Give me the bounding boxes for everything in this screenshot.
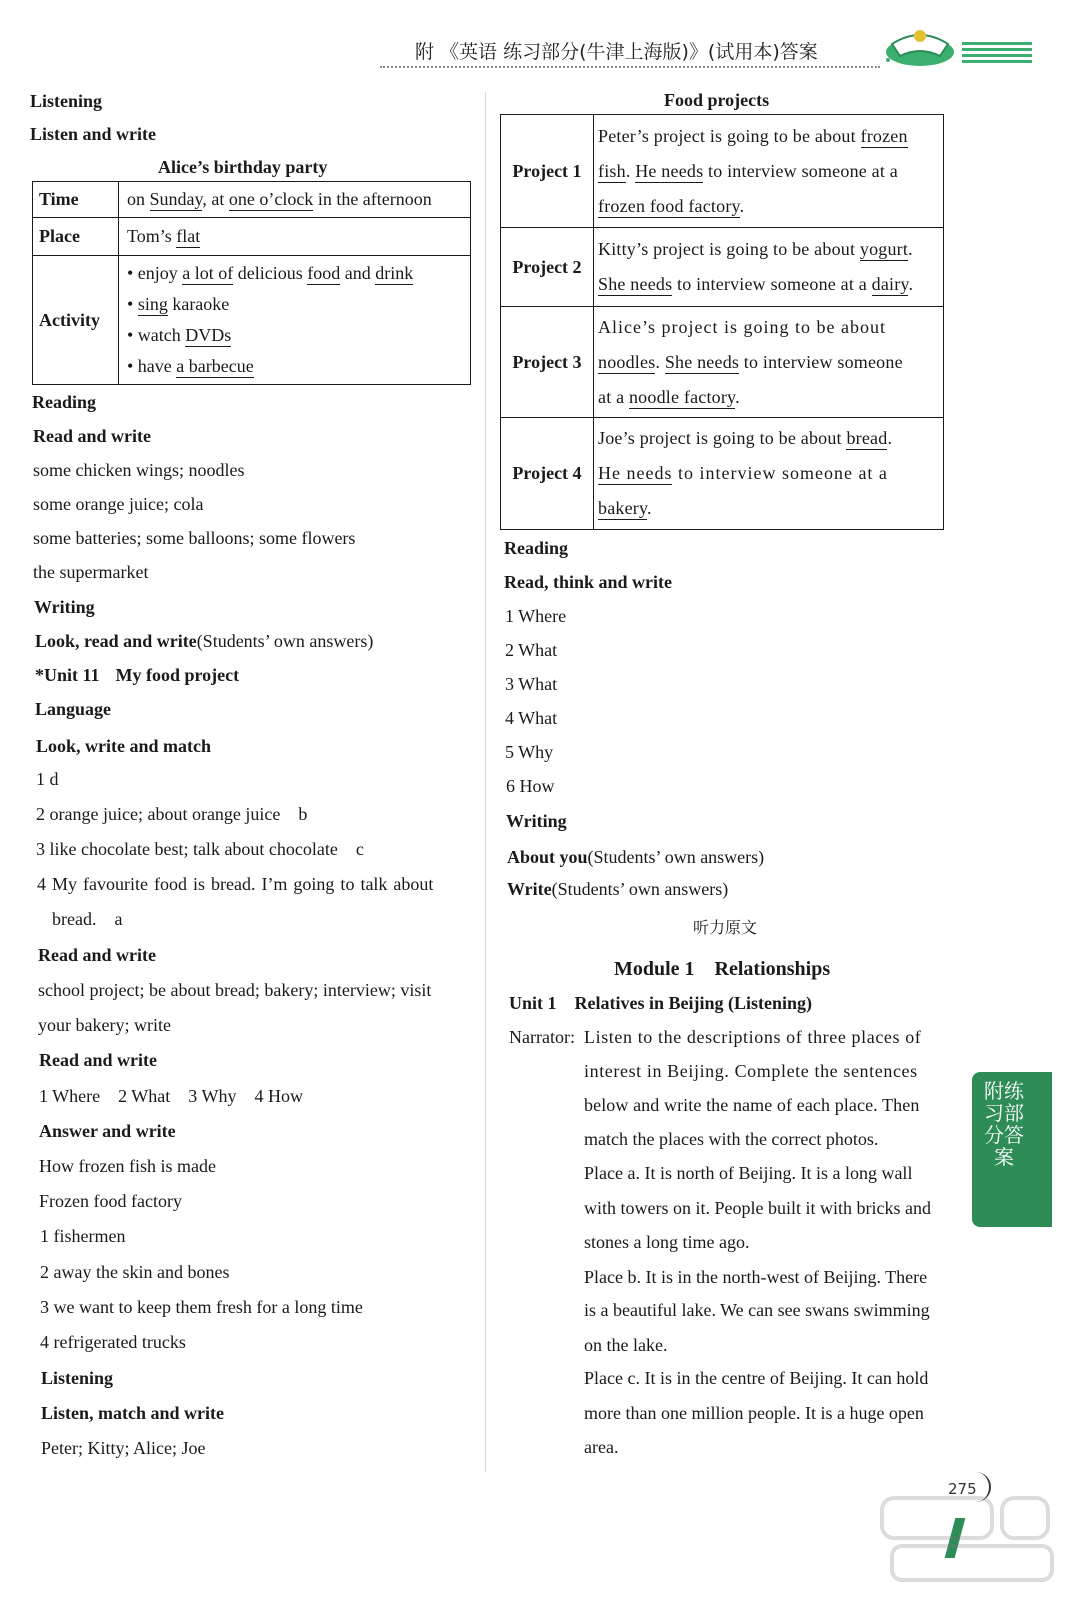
answer-line: 4 What (505, 708, 558, 728)
table-row (501, 418, 944, 530)
side-tab-label: 附练习部分答案 (984, 1079, 1024, 1169)
answer-blank: yogurt (859, 239, 909, 259)
header-dotted-rule (380, 66, 880, 68)
table-row (501, 307, 944, 418)
activity-item (127, 289, 469, 320)
heading-answer-and-write: Answer and write (39, 1121, 176, 1141)
place-label: Place (33, 218, 119, 256)
column-divider (485, 92, 486, 1472)
heading-writing: Writing (506, 811, 567, 831)
transcript-line: Place b. It is in the north-west of Beijing. There (584, 1267, 928, 1287)
text: delicious (233, 263, 308, 283)
answer-blank: fish (598, 160, 626, 181)
text: on (127, 189, 150, 209)
text: in the afternoon (313, 189, 432, 209)
answer-blank: bakery (598, 498, 648, 518)
text: . (887, 428, 893, 448)
note: (Students’ own answers) (551, 879, 729, 899)
answer-line: 3 we want to keep them fresh for a long time (40, 1297, 363, 1317)
narrator-label: Narrator: (509, 1027, 575, 1047)
text: to interview someone at a (672, 463, 888, 483)
text: to interview someone (739, 351, 903, 372)
text: . (625, 160, 636, 181)
activity-item (127, 351, 469, 382)
transcript-line: stones a long time ago. (584, 1232, 750, 1252)
unit-title: My food project (115, 665, 240, 685)
answer-blank: flat (176, 226, 201, 246)
heading-listening: Listening (30, 91, 103, 111)
answer-blank: He needs (598, 463, 673, 483)
answer-line: the supermarket (33, 562, 149, 582)
transcript-line: Place c. It is in the centre of Beijing. It can hold (584, 1368, 929, 1388)
activity-list (119, 256, 471, 385)
answer-line: Peter; Kitty; Alice; Joe (41, 1438, 206, 1458)
table-title-birthday-party: Alice’s birthday party (158, 157, 328, 177)
table-row (501, 115, 944, 228)
transcript-line: area. (584, 1437, 619, 1457)
answer-blank: DVDs (185, 325, 232, 345)
answer-blank: drink (375, 263, 414, 283)
text: karaoke (167, 294, 230, 314)
look-read-write-line (35, 630, 373, 652)
answer-blank: one o’clock (228, 189, 314, 209)
activity-item (127, 258, 469, 289)
description-line (598, 189, 942, 224)
activity-label: Activity (33, 256, 119, 385)
project-description (594, 228, 944, 307)
activity-item (127, 320, 469, 351)
text: Alice’s project is going to be about (598, 316, 886, 337)
answer-line: 6 How (506, 776, 555, 796)
project-label: Project 1 (501, 115, 594, 228)
text: . (908, 274, 914, 294)
unit-heading: Unit 1 Relatives in Beijing (Listening) (509, 993, 813, 1013)
heading-reading: Reading (504, 538, 569, 558)
answer-blank: bread (846, 428, 888, 448)
answer-line: 4 My favourite food is bread. I’m going to talk about (37, 874, 434, 894)
transcript-heading: 听力原文 (693, 918, 758, 937)
answer-line: 4 refrigerated trucks (40, 1332, 186, 1352)
text: . (735, 386, 740, 407)
description-line (598, 232, 942, 267)
transcript-line: is a beautiful lake. We can see swans swimming (584, 1300, 930, 1320)
page-number: 275 (948, 1480, 977, 1498)
answer-line: 5 Why (505, 742, 554, 762)
answer-blank: frozen food factory (598, 195, 740, 216)
heading-read-and-write: Read and write (39, 1050, 157, 1070)
heading-look-read-write: Look, read and write (35, 631, 197, 651)
table-row (501, 228, 944, 307)
table-row (33, 256, 471, 385)
answer-line: school project; be about bread; bakery; interview; visit (38, 980, 432, 1000)
text: . (739, 195, 745, 216)
answer-line: 2 What (505, 640, 558, 660)
heading-write: Write (507, 879, 552, 899)
heading-read-and-write: Read and write (33, 426, 151, 446)
transcript-line: Place a. It is north of Beijing. It is a long wall (584, 1163, 913, 1183)
unit-number: *Unit 11 (35, 665, 100, 685)
project-description (594, 307, 944, 418)
answer-line: some batteries; some balloons; some flowers (33, 528, 356, 548)
answer-line: Frozen food factory (39, 1191, 182, 1211)
heading-about-you: About you (507, 847, 588, 867)
answer-line: some chicken wings; noodles (33, 460, 245, 480)
description-line (598, 491, 942, 526)
description-line (598, 267, 942, 302)
project-label: Project 2 (501, 228, 594, 307)
text: Kitty’s project is going to be about (598, 239, 860, 259)
answer-line: How frozen fish is made (39, 1156, 216, 1176)
answer-blank: noodles (598, 351, 656, 372)
heading-writing: Writing (34, 597, 95, 617)
heading-read-and-write: Read and write (38, 945, 156, 965)
transcript-line: more than one million people. It is a huge open (584, 1403, 924, 1423)
module-heading: Module 1 Relationships (614, 958, 831, 980)
birthday-party-table (32, 181, 471, 385)
transcript-line: below and write the name of each place. Then (584, 1095, 920, 1115)
answer-blank: frozen (860, 125, 908, 146)
transcript-line: interest in Beijing. Complete the sentences (584, 1061, 918, 1081)
about-you-line (507, 846, 764, 868)
answer-line: 3 What (505, 674, 558, 694)
description-line (598, 421, 942, 456)
heading-listen-match-write: Listen, match and write (41, 1403, 224, 1423)
table-row (33, 182, 471, 218)
text: • have (127, 356, 177, 376)
table-title-food-projects: Food projects (664, 90, 770, 110)
heading-read-think-write: Read, think and write (504, 572, 673, 592)
answer-line: 3 like chocolate best; talk about chocolate c (36, 839, 364, 859)
answer-blank: Sunday (149, 189, 203, 209)
transcript-line: on the lake. (584, 1335, 668, 1355)
transcript-line: Listen to the descriptions of three places of (584, 1027, 922, 1047)
note: (Students’ own answers) (196, 631, 374, 651)
project-description (594, 115, 944, 228)
answer-blank: He needs (635, 160, 704, 181)
answer-line: 2 orange juice; about orange juice b (36, 804, 308, 824)
text: • (127, 294, 138, 314)
text: and (340, 263, 376, 283)
project-label: Project 3 (501, 307, 594, 418)
watermark-stamp-icon (872, 1488, 1062, 1588)
answer-line: some orange juice; cola (33, 494, 204, 514)
heading-look-write-match: Look, write and match (36, 736, 211, 756)
unit-11-heading (35, 664, 239, 686)
transcript-line: match the places with the correct photos. (584, 1129, 879, 1149)
description-line (598, 456, 942, 491)
answer-blank: a barbecue (176, 356, 254, 376)
answer-line: 1 fishermen (40, 1226, 126, 1246)
project-description (594, 418, 944, 530)
text: Joe’s project is going to be about (598, 428, 847, 448)
table-row (33, 218, 471, 256)
food-projects-table (500, 114, 944, 530)
time-label: Time (33, 182, 119, 218)
note: (Students’ own answers) (587, 847, 765, 867)
text: Tom’s (127, 226, 177, 246)
heading-language: Language (35, 699, 112, 719)
answer-blank: a lot of (182, 263, 234, 283)
answer-blank: noodle factory (628, 386, 736, 407)
time-answer (127, 189, 432, 211)
text: . (908, 239, 913, 259)
answer-line: 1 d (36, 769, 59, 789)
text: • watch (127, 325, 186, 345)
heading-reading: Reading (32, 392, 97, 412)
description-line (598, 380, 942, 415)
answer-line: 2 away the skin and bones (40, 1262, 230, 1282)
description-line (598, 310, 942, 345)
transcript-line: with towers on it. People built it with bricks and (584, 1198, 931, 1218)
description-line (598, 154, 942, 189)
text: to interview someone at a (672, 274, 872, 294)
text: . (647, 498, 652, 518)
answer-line: bread. a (52, 909, 123, 929)
description-line (598, 119, 942, 154)
description-line (598, 345, 942, 380)
text: • enjoy (127, 263, 183, 283)
answer-blank: food (307, 263, 341, 283)
book-logo-icon (880, 22, 960, 70)
answer-line: your bakery; write (38, 1015, 171, 1035)
answer-blank: sing (137, 294, 168, 314)
heading-listening: Listening (41, 1368, 114, 1388)
answer-blank: dairy (871, 274, 909, 294)
text: , at (202, 189, 229, 209)
answer-blank: She needs (598, 274, 673, 294)
write-line (507, 878, 728, 900)
text: at a (598, 386, 629, 407)
place-value (119, 218, 471, 256)
answer-line: 1 Where 2 What 3 Why 4 How (39, 1086, 303, 1106)
text: to interview someone at a (703, 160, 898, 181)
time-value (119, 182, 471, 218)
header-stripes (962, 42, 1032, 66)
answer-line: 1 Where (505, 606, 567, 626)
answer-blank: She needs (664, 351, 740, 372)
text: Peter’s project is going to be about (598, 125, 861, 146)
project-label: Project 4 (501, 418, 594, 530)
heading-listen-and-write: Listen and write (30, 124, 156, 144)
running-header: 附 《英语 练习部分(牛津上海版)》(试用本)答案 (415, 41, 818, 63)
text: . (655, 351, 665, 372)
